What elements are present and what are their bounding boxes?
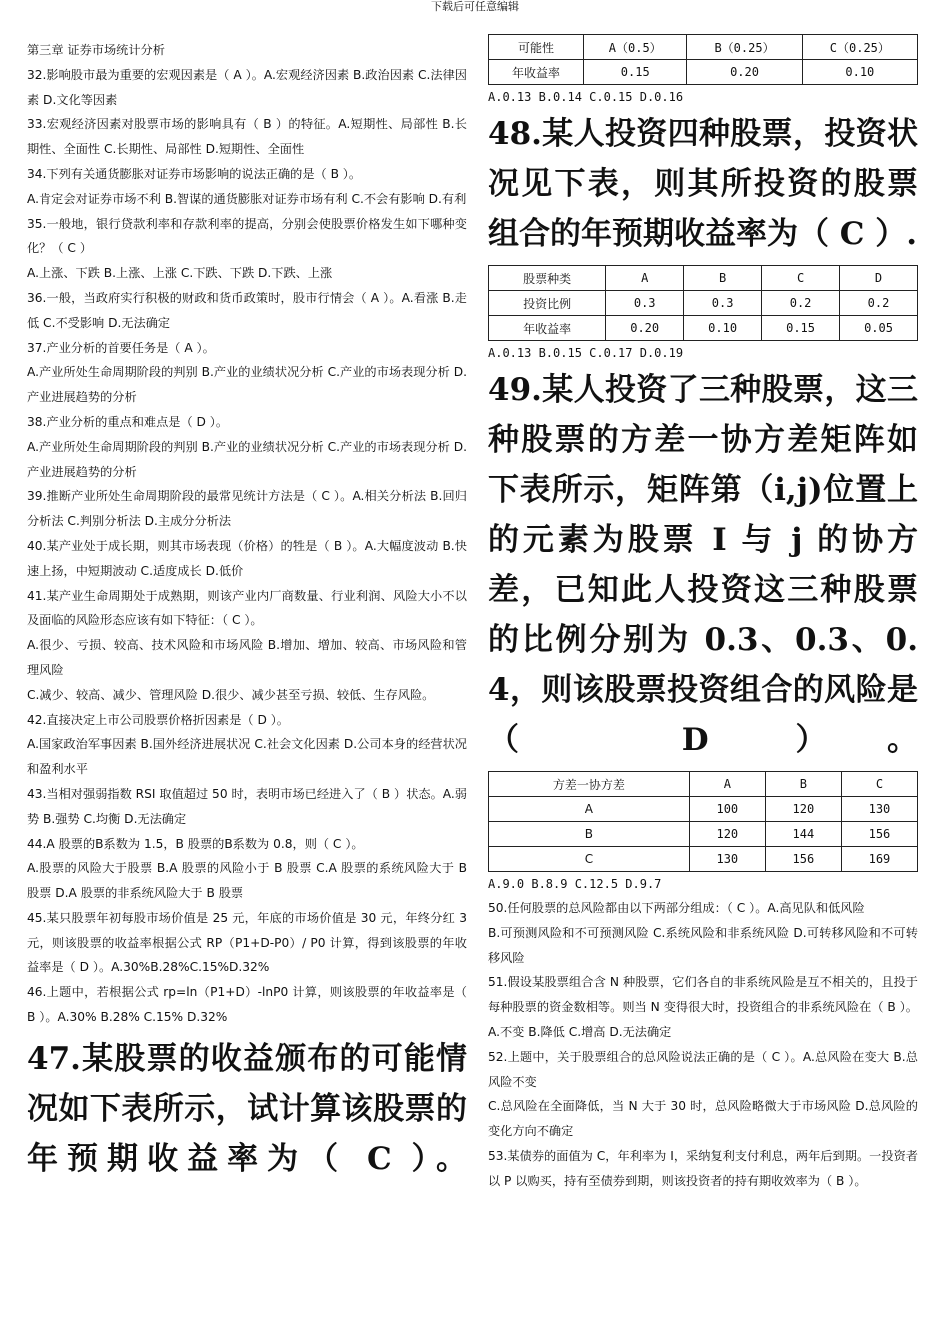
question-text: 36.一般，当政府实行积极的财政和货币政策时，股市行情会（ A ）。A.看涨 B.走低 C.不受影响 D.无法确定 — [27, 290, 467, 330]
question-options: A.肯定会对证券市场不利 B.智谋的通货膨胀对证券市场有利 C.不会有影响 D.有利 — [27, 191, 467, 206]
question-text: 53.某债券的面值为 C，年利率为 I，采纳复利支付利息，两年后到期。一投资者以 P 以购买，持有至债券到期，则该投资者的持有期收效率为（ B ）。 — [488, 1148, 918, 1188]
table-row — [489, 772, 918, 797]
question-text: 41.某产业生命周期处于成熟期，则该产业内厂商数量、行业利润、风险大小不以及面临的风险形态应该有如下特征：（ C ）。 — [27, 588, 467, 628]
table-row — [489, 60, 918, 85]
question-text: 42.直接决定上市公司股票价格折因素是（ D ）。 — [27, 712, 289, 727]
question-49-options: A.9.0 B.8.9 C.12.5 D.9.7 — [488, 877, 662, 891]
table-cell: A（0.5） — [584, 35, 687, 60]
table-cell: 0.20 — [687, 60, 802, 85]
table-cell: 169 — [841, 847, 917, 872]
table-row — [489, 266, 918, 291]
question-text: 35.一般地，银行贷款利率和存款利率的提高，分别会使股票价格发生如下哪种变化？（ C ） — [27, 216, 467, 256]
table-cell: A — [606, 266, 684, 291]
table-cell: 方差一协方差 — [489, 772, 690, 797]
table-cell: 股票种类 — [489, 266, 606, 291]
question-options: A.产业所处生命周期阶段的判别 B.产业的业绩状况分析 C.产业的市场表现分析 D.产业进展趋势的分析 — [27, 365, 467, 405]
table-cell: 年收益率 — [489, 60, 584, 85]
table-cell: D — [840, 266, 918, 291]
table-48 — [488, 265, 918, 341]
table-cell: C（0.25） — [802, 35, 917, 60]
table-cell: 0.2 — [762, 291, 840, 316]
question-options: C.总风险在全面降低，当 N 大于 30 时，总风险略微大于市场风险 D.总风险的变化方向不确定 — [488, 1099, 918, 1139]
table-cell: 120 — [765, 797, 841, 822]
table-cell: B — [684, 266, 762, 291]
question-options: C.减少、较高、减少、管理风险 D.很少、减少甚至亏损、较低、生存风险。 — [27, 687, 435, 702]
question-text: 39.推断产业所处生命周期阶段的最常见统计方法是（ C ）。A.相关分析法 B.回归分析法 C.判别分析法 D.主成分分析法 — [27, 489, 467, 529]
question-text: 44.A 股票的Β系数为 1.5，B 股票的Β系数为 0.8，则（ C ）。 — [27, 836, 364, 851]
table-cell: 120 — [689, 822, 765, 847]
question-text: 40.某产业处于成长期，则其市场表现（价格）的牲是（ B ）。A.大幅度波动 B.快速上扬，中短期波动 C.适度成长 D.低价 — [27, 538, 467, 578]
table-cell: B — [489, 822, 690, 847]
right-column — [488, 34, 918, 1194]
table-cell: 130 — [841, 797, 917, 822]
table-cell: C — [841, 772, 917, 797]
question-48-options: A.0.13 B.0.15 C.0.17 D.0.19 — [488, 346, 684, 360]
question-options: A.股票的风险大于股票 B.A 股票的风险小于 B 股票 C.A 股票的系统风险大于 B 股票 D.A 股票的非系统风险大于 B 股票 — [27, 861, 467, 901]
table-49 — [488, 771, 918, 872]
table-cell: 156 — [765, 847, 841, 872]
table-cell: 0.05 — [840, 316, 918, 341]
question-options: B.可预测风险和不可预测风险 C.系统风险和非系统风险 D.可转移风险和不可转移风险 — [488, 925, 918, 965]
table-cell: 0.15 — [584, 60, 687, 85]
table-cell: C — [762, 266, 840, 291]
question-text: 46.上题中，若根据公式 rp=ln（P1+D）-lnP0 计算，则该股票的年收益率是（ B ）。A.30% B.28% C.15% D.32% — [27, 985, 467, 1025]
table-cell: 144 — [765, 822, 841, 847]
question-text: 45.某只股票年初每股市场价值是 25 元，年底的市场价值是 30 元，年终分红 3 元，则该股票的收益率根据公式 RP（P1+D-P0）/ P0 计算，得到该股票的年收益率是（ D ）。A.30%B.28%C.15%D.32% — [27, 910, 467, 975]
question-text: 33.宏观经济因素对股票市场的影响具有（ B ）的特征。A.短期性、局部性 B.长期性、全面性 C.长期性、局部性 D.短期性、全面性 — [27, 117, 467, 157]
table-row — [489, 822, 918, 847]
table-row — [489, 291, 918, 316]
table-cell: 可能性 — [489, 35, 584, 60]
table-cell: 0.15 — [762, 316, 840, 341]
question-text: 38.产业分析的重点和难点是（ D ）。 — [27, 414, 229, 429]
question-options: A.很少、亏损、较高、技术风险和市场风险 B.增加、增加、较高、市场风险和管理风险 — [27, 638, 467, 677]
table-cell: 0.20 — [606, 316, 684, 341]
left-column — [27, 38, 467, 1184]
chapter-title: 第三章 证券市场统计分析 — [27, 43, 165, 57]
table-row — [489, 35, 918, 60]
question-text: 43.当相对强弱指数 RSI 取值超过 50 时，表明市场已经进入了（ B ）状态。A.弱势 B.强势 C.均衡 D.无法确定 — [27, 786, 467, 826]
page-header: 下载后可任意编辑 — [431, 0, 519, 13]
table-cell: 投资比例 — [489, 291, 606, 316]
table-row — [489, 847, 918, 872]
table-row — [489, 316, 918, 341]
question-48-heading: 48.某人投资四种股票，投资状况见下表，则其所投资的股票组合的年预期收益率为（ C ）. — [488, 116, 918, 252]
table-47 — [488, 34, 918, 85]
question-47-heading: 47.某股票的收益颁布的可能情况如下表所示，试计算该股票的年预期收益率为（ C ）。 — [27, 1040, 467, 1177]
table-cell: 156 — [841, 822, 917, 847]
table-cell: A — [689, 772, 765, 797]
table-cell: 0.3 — [684, 291, 762, 316]
question-49-heading: 49.某人投资了三种股票，这三种股票的方差一协方差矩阵如下表所示，矩阵第（i,j)位置上的元素为股票 I 与 j 的协方差，已知此人投资这三种股票的比例分别为 0.3、0.3、0.4，则该股票投资组合的风险是（ D ）。 — [488, 372, 918, 758]
table-cell: 130 — [689, 847, 765, 872]
table-cell: B — [765, 772, 841, 797]
table-cell: B（0.25） — [687, 35, 802, 60]
question-text: 50.任何股票的总风险都由以下两部分组成：（ C ）。A.高见队和低风险 — [488, 901, 865, 915]
question-text: 51.假设某股票组合含 N 种股票，它们各自的非系统风险是互不相关的，且投于每种股票的资金数相等。则当 N 变得很大时，投资组合的非系统风险在（ B ）。A.不变 B.降低 C.增高 D.无法确定 — [488, 975, 918, 1039]
table-cell: C — [489, 847, 690, 872]
question-text: 34.下列有关通货膨胀对证券市场影响的说法正确的是（ B ）。 — [27, 166, 362, 181]
question-options: A.产业所处生命周期阶段的判别 B.产业的业绩状况分析 C.产业的市场表现分析 D.产业进展趋势的分析 — [27, 439, 467, 479]
question-options: A.上涨、下跌 B.上涨、上涨 C.下跌、下跌 D.下跌、上涨 — [27, 266, 333, 281]
question-text: 37.产业分析的首要任务是（ A ）。 — [27, 340, 215, 355]
question-text: 32.影响股市最为重要的宏观因素是（ A ）。A.宏观经济因素 B.政治因素 C.法律因素 D.文化等因素 — [27, 67, 467, 107]
question-47-options: A.0.13 B.0.14 C.0.15 D.0.16 — [488, 90, 684, 104]
table-cell: 0.2 — [840, 291, 918, 316]
table-row — [489, 797, 918, 822]
table-cell: 0.10 — [802, 60, 917, 85]
table-cell: A — [489, 797, 690, 822]
table-cell: 100 — [689, 797, 765, 822]
table-cell: 0.10 — [684, 316, 762, 341]
table-cell: 年收益率 — [489, 316, 606, 341]
question-text: 52.上题中，关于股票组合的总风险说法正确的是（ C ）。A.总风险在变大 B.总风险不变 — [488, 1049, 918, 1089]
table-cell: 0.3 — [606, 291, 684, 316]
question-options: A.国家政治军事因素 B.国外经济进展状况 C.社会文化因素 D.公司本身的经营状况和盈利水平 — [27, 737, 467, 777]
